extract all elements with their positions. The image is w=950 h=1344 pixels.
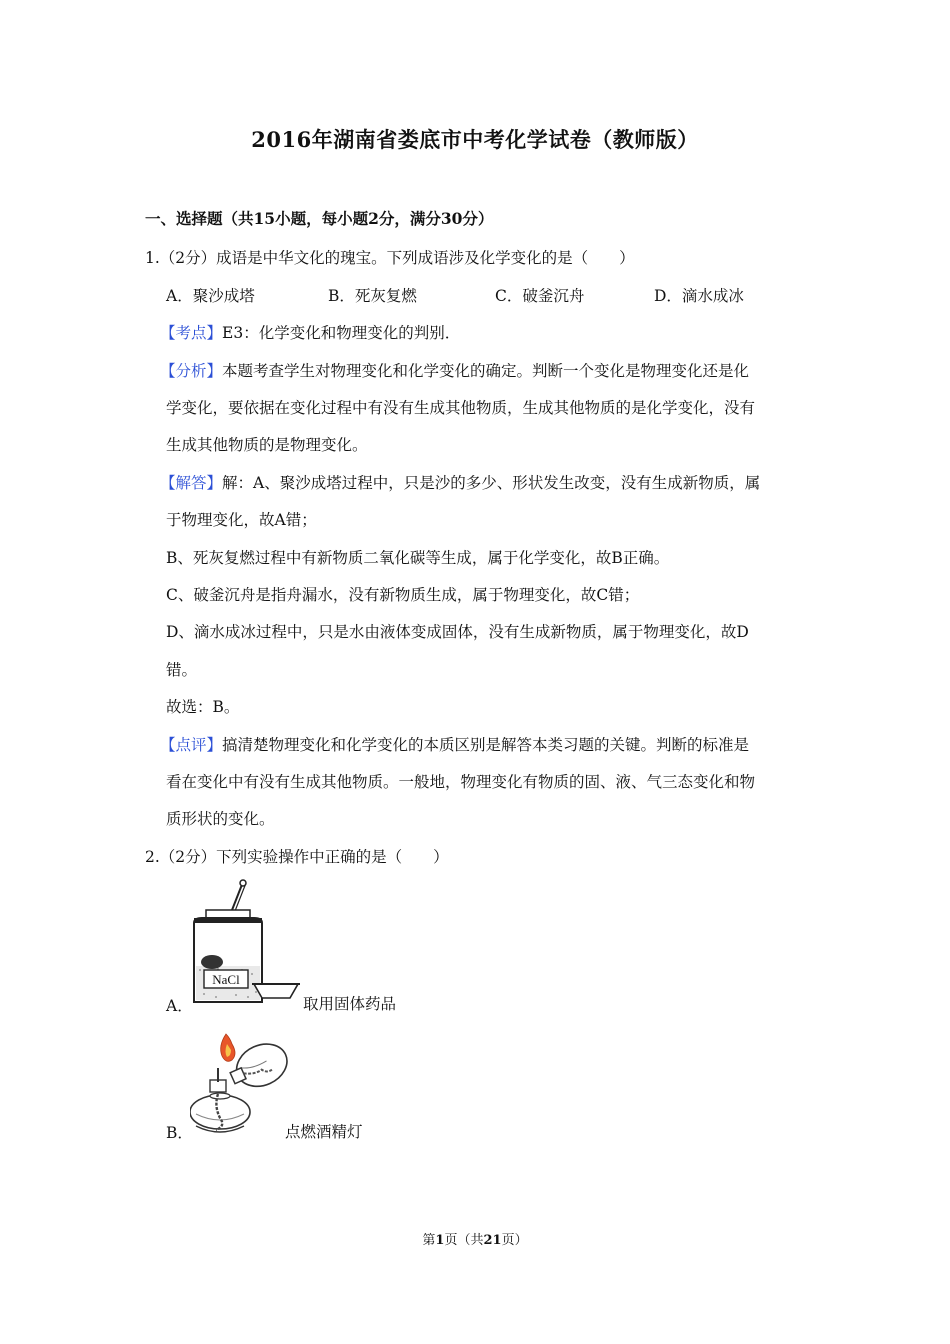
nacl-label: NaCl (212, 972, 240, 987)
q1-option-c: C．破釜沉舟 (495, 287, 585, 305)
alcohol-lamp-image (190, 1030, 294, 1142)
q1-stem: 1.（2分）成语是中华文化的瑰宝。下列成语涉及化学变化的是（ ） (145, 249, 635, 267)
q1-option-d: D．滴水成冰 (654, 287, 744, 305)
jieda-line-6: 错。 (166, 661, 198, 679)
section-heading: 一、选择题（共15小题，每小题2分，满分30分） (145, 209, 494, 228)
dianping-line-1: 【点评】搞清楚物理变化和化学变化的本质区别是解答本类习题的关键。判断的标准是 (160, 736, 750, 754)
jieda-line-7: 故选：B。 (166, 698, 240, 716)
jieda-line-3: B、死灰复燃过程中有新物质二氧化碳等生成，属于化学变化，故B正确。 (166, 549, 670, 567)
page-footer: 第1页（共21页） (422, 1233, 528, 1248)
kaodian-text: E3：化学变化和物理变化的判别． (222, 324, 461, 342)
fenxi-line-2: 学变化，要依据在变化过程中有没有生成其他物质，生成其他物质的是化学变化，没有 (166, 399, 756, 417)
q2-option-b-label: B． (166, 1124, 193, 1142)
q2-option-a-label: A． (166, 997, 193, 1015)
kaodian-tag: 【考点】 (160, 324, 223, 342)
current-page: 1 (435, 1233, 445, 1248)
q2-option-a-caption: 取用固体药品 (303, 995, 397, 1013)
q1-option-a: A．聚沙成塔 (166, 287, 255, 305)
q2-option-b-caption: 点燃酒精灯 (285, 1123, 363, 1141)
jieda-line-1: 【解答】解：A、聚沙成塔过程中，只是沙的多少、形状发生改变，没有生成新物质，属 (160, 474, 761, 492)
fenxi-tag: 【分析】 (160, 362, 223, 380)
jieda-line-4: C、破釜沉舟是指舟漏水，没有新物质生成，属于物理变化，故C错； (166, 586, 640, 604)
fenxi-line-3: 生成其他物质的是物理变化。 (166, 436, 368, 454)
q1-option-b: B．死灰复燃 (328, 287, 417, 305)
dianping-tag: 【点评】 (160, 736, 223, 754)
dianping-line-2: 看在变化中有没有生成其他物质。一般地，物理变化有物质的固、液、气三态变化和物 (166, 773, 756, 791)
jieda-tag: 【解答】 (160, 474, 223, 492)
kaodian-line (160, 322, 460, 344)
fenxi-line-1: 【分析】本题考查学生对物理变化和化学变化的确定。判断一个变化是物理变化还是化 (160, 362, 750, 380)
page-title: 2016年湖南省娄底市中考化学试卷（教师版） (251, 127, 699, 152)
dianping-line-3: 质形状的变化。 (166, 810, 275, 828)
nacl-bottle-image (186, 878, 302, 1018)
q1-options (166, 285, 744, 307)
q2-stem: 2.（2分）下列实验操作中正确的是（ ） (145, 848, 449, 866)
total-pages: 21 (483, 1233, 502, 1248)
jieda-line-2: 于物理变化，故A错； (166, 511, 317, 529)
jieda-line-5: D、滴水成冰过程中，只是水由液体变成固体，没有生成新物质，属于物理变化，故D (166, 623, 749, 641)
